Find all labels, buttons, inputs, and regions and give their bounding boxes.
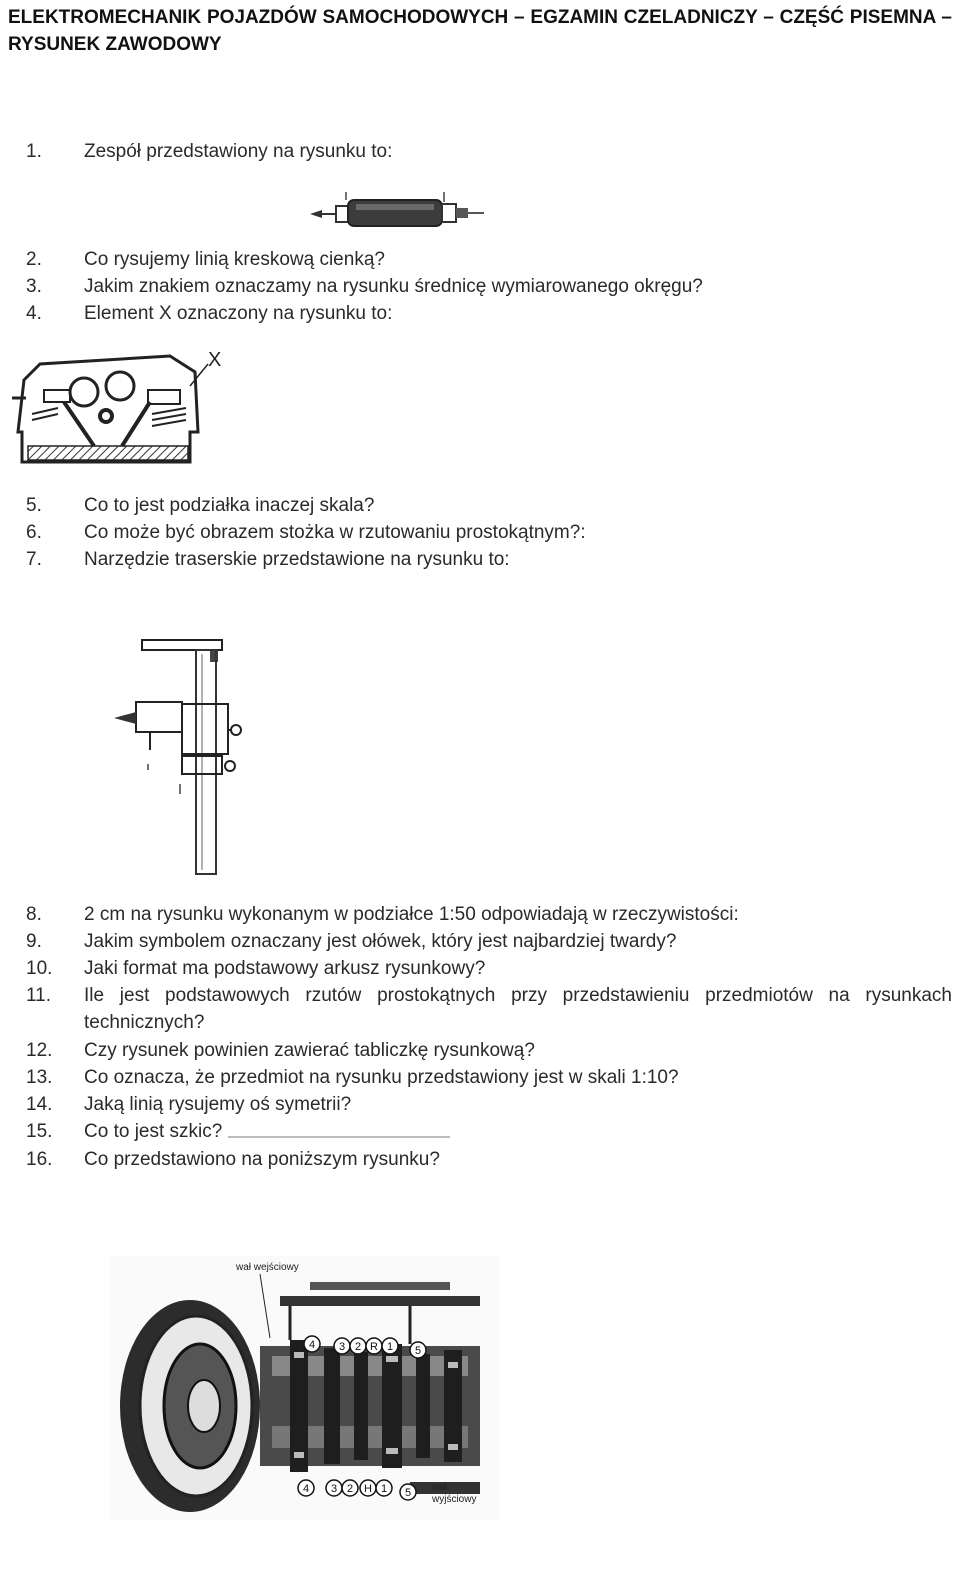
question-number: 16. <box>26 1149 53 1170</box>
question-text: Czy rysunek powinien zawierać tabliczkę rysunkową? <box>84 1040 535 1061</box>
question-number: 10. <box>26 958 53 979</box>
question-5 <box>26 492 952 519</box>
question-text: Jakim znakiem oznaczamy na rysunku średnicę wymiarowanego okręgu? <box>84 276 703 297</box>
question-text: Co przedstawiono na poniższym rysunku? <box>84 1149 440 1170</box>
question-number: 3. <box>26 276 42 297</box>
question-12 <box>26 1037 952 1064</box>
figure-4-cylinder-head <box>10 350 220 472</box>
question-number: 2. <box>26 249 42 270</box>
question-16 <box>26 1146 952 1173</box>
label-input-shaft: wał wejściowy <box>236 1262 299 1273</box>
gear-label-top-6: 5 <box>414 1345 422 1357</box>
gear-label-bottom-3: 2 <box>346 1483 354 1495</box>
gear-label-top-4: R <box>370 1341 378 1353</box>
scan-artifact-line <box>228 1136 450 1138</box>
question-number: 11. <box>26 985 52 1006</box>
question-number: 1. <box>26 141 42 162</box>
question-text: Jaki format ma podstawowy arkusz rysunkowy? <box>84 958 486 979</box>
question-9 <box>26 928 952 955</box>
question-text: Co to jest szkic? <box>84 1121 223 1142</box>
question-10 <box>26 955 952 982</box>
question-text: Co oznacza, że przedmiot na rysunku przedstawiony jest w skali 1:10? <box>84 1067 679 1088</box>
question-number: 4. <box>26 303 42 324</box>
question-number: 8. <box>26 904 42 925</box>
question-1 <box>26 138 952 165</box>
question-13 <box>26 1064 952 1091</box>
gear-label-top-5: 1 <box>386 1341 394 1353</box>
question-8 <box>26 901 952 928</box>
question-4 <box>26 300 952 327</box>
page-title: ELEKTROMECHANIK POJAZDÓW SAMOCHODOWYCH – EGZAMIN CZELADNICZY – CZĘŚĆ PISEMNA – RYSUNEK ZAWODOWY <box>8 7 952 55</box>
question-text: Narzędzie traserskie przedstawione na rysunku to: <box>84 549 510 570</box>
question-text: Co to jest podziałka inaczej skala? <box>84 495 375 516</box>
question-text: Jaką linią rysujemy oś symetrii? <box>84 1094 352 1115</box>
gear-label-bottom-1: 4 <box>302 1483 310 1495</box>
question-text: Zespół przedstawiony na rysunku to: <box>84 141 393 162</box>
question-11 <box>26 982 952 1036</box>
label-output-shaft-2: wyjściowy <box>432 1494 477 1505</box>
question-text: 2 cm na rysunku wykonanym w podziałce 1:50 odpowiadają w rzeczywistości: <box>84 904 739 925</box>
question-number: 13. <box>26 1067 53 1088</box>
question-14 <box>26 1091 952 1118</box>
question-7 <box>26 546 952 573</box>
question-number: 15. <box>26 1121 53 1142</box>
question-text: Ile jest podstawowych rzutów prostokątnych przy przedstawieniu przedmiotów na rysunkach technicznych? <box>84 985 952 1033</box>
question-15 <box>26 1118 952 1145</box>
question-number: 7. <box>26 549 42 570</box>
question-number: 9. <box>26 931 42 952</box>
question-2 <box>26 246 952 273</box>
gear-label-bottom-4: H <box>364 1483 372 1495</box>
question-text: Element X oznaczony na rysunku to: <box>84 303 393 324</box>
gear-label-bottom-6: 5 <box>404 1487 412 1499</box>
question-text: Co może być obrazem stożka w rzutowaniu prostokątnym?: <box>84 522 586 543</box>
figure-7-height-gauge <box>110 634 250 878</box>
question-3 <box>26 273 952 300</box>
question-number: 14. <box>26 1094 53 1115</box>
gear-label-bottom-2: 3 <box>330 1483 338 1495</box>
question-number: 6. <box>26 522 42 543</box>
marker-x: X <box>208 349 222 371</box>
figure-1-assembly <box>308 188 488 234</box>
question-text: Jakim symbolem oznaczany jest ołówek, który jest najbardziej twardy? <box>84 931 677 952</box>
gear-label-top-2: 3 <box>338 1341 346 1353</box>
gear-label-top-1: 4 <box>308 1339 316 1351</box>
question-6 <box>26 519 952 546</box>
gear-label-bottom-5: 1 <box>380 1483 388 1495</box>
question-number: 5. <box>26 495 42 516</box>
question-text: Co rysujemy linią kreskową cienką? <box>84 249 385 270</box>
label-output-shaft-1: wał <box>432 1482 448 1493</box>
question-number: 12. <box>26 1040 53 1061</box>
figure-16-gearbox <box>110 1256 500 1520</box>
gear-label-top-3: 2 <box>354 1341 362 1353</box>
